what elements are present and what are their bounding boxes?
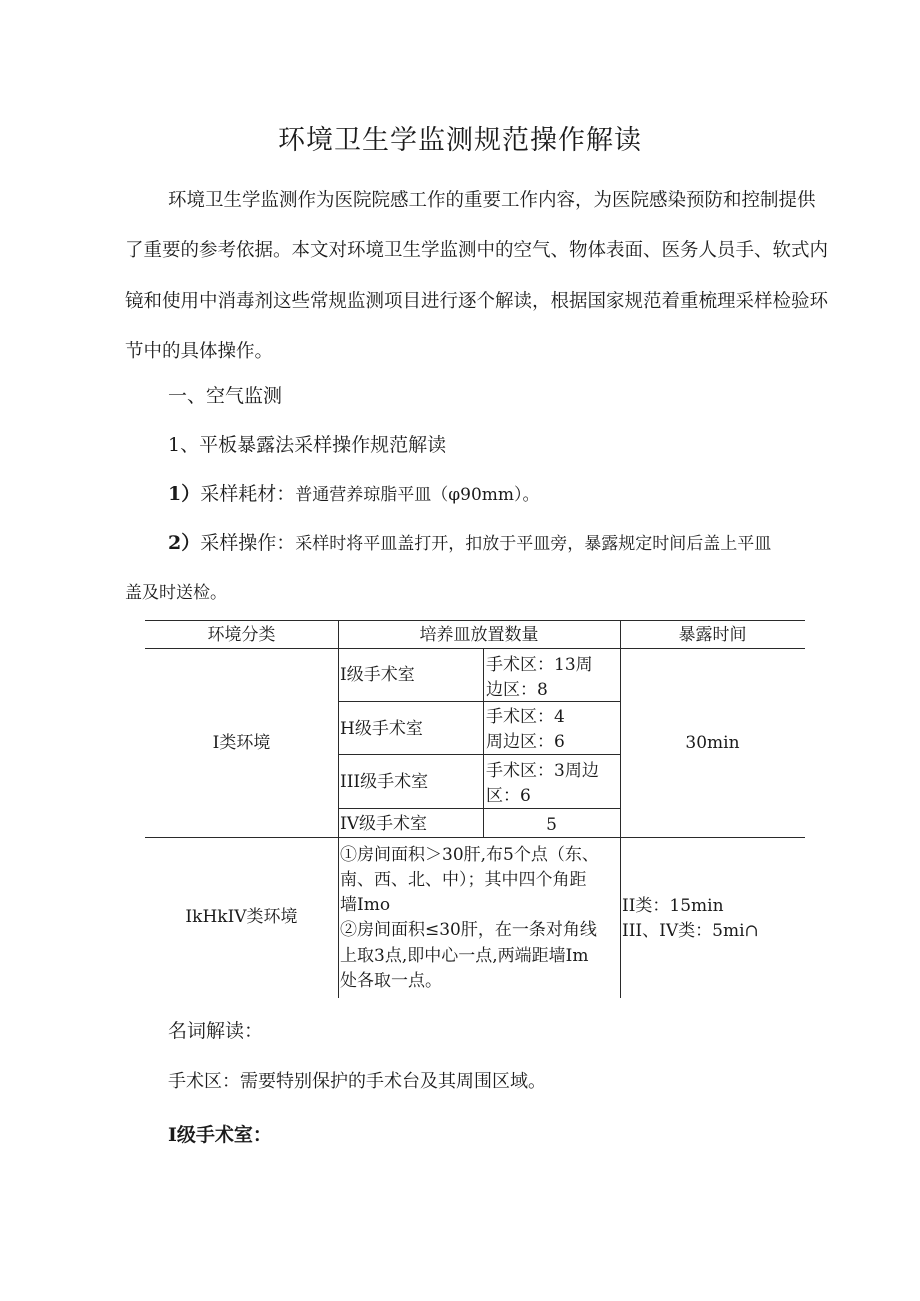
intro-line-2: 了重要的参考依据。本文对环境卫生学监测中的空气、物体表面、医务人员手、软式内: [125, 240, 829, 261]
item-label: 采样耗材：: [200, 483, 296, 505]
count-grade-2-line-2: 周边区：6: [486, 732, 565, 752]
item-consumables: [168, 479, 540, 506]
item-operation-cont: 盖及时送检。: [125, 583, 227, 603]
class-2-time-line-2: III、IV类：5mi∩: [622, 921, 759, 941]
count-grade-3-line-2: 区：6: [486, 786, 531, 806]
table-rule-sub-2: [338, 754, 620, 755]
class-2-time-line-1: II类：15min: [622, 896, 724, 916]
table-rule-sub-3: [338, 808, 620, 809]
rule-line-6: 处各取一点。: [340, 971, 442, 991]
section-heading-air: 一、空气监测: [168, 385, 283, 407]
table-rule-sub-1: [338, 701, 620, 702]
table-vline-1: [338, 620, 339, 998]
header-env-class: 环境分类: [207, 625, 276, 645]
class-2-label: IkHkIV类环境: [185, 907, 298, 927]
room-grade-4: IV级手术室: [340, 814, 427, 834]
intro-line-4: 节中的具体操作。: [125, 341, 274, 362]
glossary-title: 名词解读：: [168, 1020, 264, 1042]
table-rule-header: [145, 648, 805, 649]
count-grade-3-line-1: 手术区：3周边: [486, 761, 599, 781]
class-1-time: 30min: [685, 733, 740, 753]
page-title: 环境卫生学监测规范操作解读: [278, 125, 642, 156]
intro-line-3: 镜和使用中消毒剂这些常规监测项目进行逐个解读，根据国家规范着重梳理采样检验环: [125, 291, 829, 312]
glossary-surgical-area: 手术区：需要特别保护的手术台及其周围区域。: [168, 1071, 546, 1092]
rule-line-4: ②房间面积≤30肝，在一条对角线: [340, 920, 597, 940]
table-rule-top: [145, 620, 805, 621]
item-text: 采样时将平皿盖打开，扣放于平皿旁，暴露规定时间后盖上平皿: [295, 534, 772, 554]
table-rule-mid: [145, 837, 805, 838]
count-grade-4: 5: [546, 815, 557, 835]
header-exposure-time: 暴露时间: [678, 625, 747, 645]
room-grade-3: III级手术室: [340, 772, 429, 792]
item-text: 普通营养琼脂平皿（φ90mm）。: [295, 485, 540, 505]
count-grade-1-line-2: 边区：8: [486, 680, 548, 700]
rule-line-2: 南、西、北、中）；其中四个角距: [340, 870, 587, 890]
rule-line-1: ①房间面积＞30肝,布5个点（东、: [340, 845, 599, 865]
item-operation: [168, 528, 771, 555]
subsection-heading-plate: 1、平板暴露法采样操作规范解读: [168, 434, 447, 456]
item-number: 1）: [168, 483, 201, 505]
header-dish-count: 培养皿放置数量: [419, 625, 539, 645]
item-number: 2）: [168, 532, 201, 554]
class-1-label: I类环境: [212, 733, 271, 753]
item-label: 采样操作：: [200, 532, 296, 554]
room-grade-2: H级手术室: [340, 719, 423, 739]
rule-line-3: 墙Imo: [340, 895, 391, 915]
count-grade-2-line-1: 手术区：4: [486, 707, 565, 727]
glossary-grade-1-or: I级手术室：: [168, 1124, 272, 1146]
table-vline-2: [620, 620, 621, 998]
rule-line-5: 上取3点,即中心一点,两端距墙Im: [340, 946, 589, 966]
count-grade-1-line-1: 手术区：13周: [486, 655, 593, 675]
room-grade-1: I级手术室: [340, 665, 415, 685]
intro-line-1: 环境卫生学监测作为医院院感工作的重要工作内容，为医院感染预防和控制提供: [168, 190, 816, 211]
